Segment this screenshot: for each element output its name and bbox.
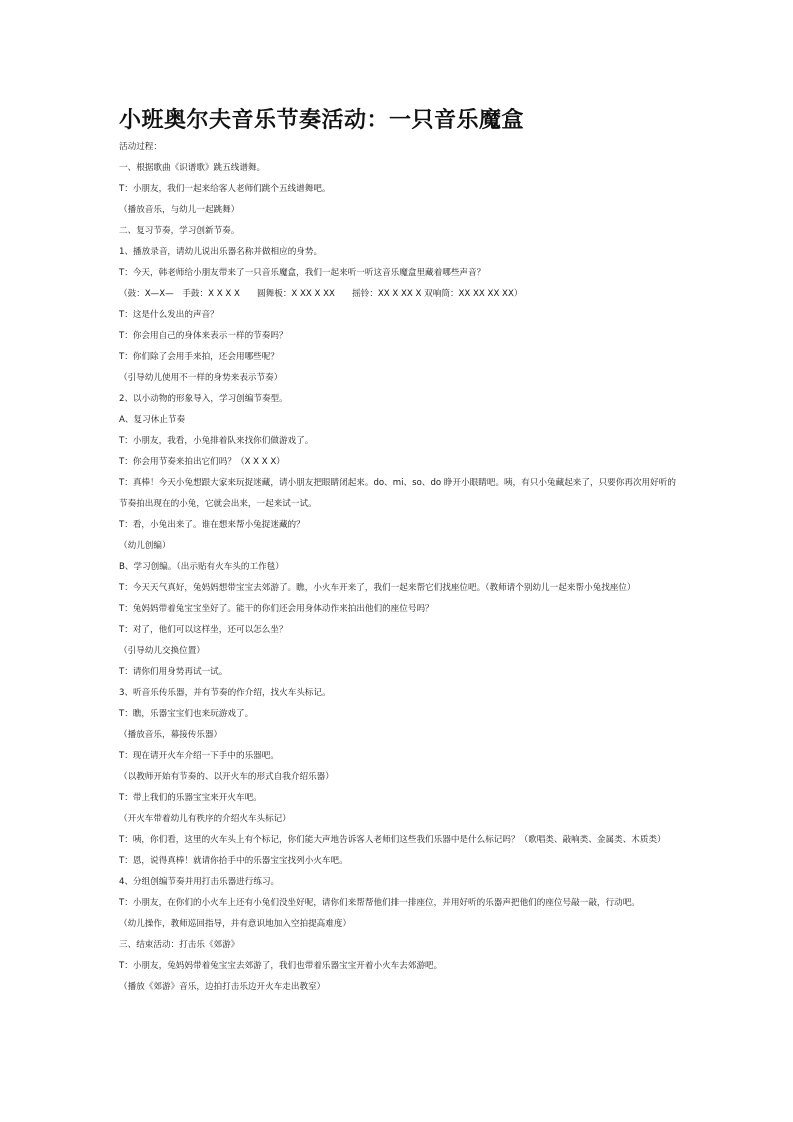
paragraph-line: （开火车带着幼儿有秩序的介绍火车头标记） [119,814,291,824]
paragraph-line: T：小朋友，我看，小兔排着队来找你们做游戏了。 [119,436,314,446]
paragraph-line: （以教师开始有节奏的、以开火车的形式自我介绍乐器） [119,772,334,782]
paragraph-line: 4、分组创编节奏并用打击乐器进行练习。 [119,877,280,887]
paragraph-line: T：小朋友，我们一起来给客人老师们跳个五线谱舞吧。 [119,184,331,194]
paragraph-line: A、复习休止节奏 [119,415,186,425]
paragraph-line: T：真棒！今天小兔想跟大家来玩捉迷藏，请小朋友把眼睛闭起来。do、mi、so、do 睁开小眼睛吧。咦，有只小兔藏起来了，只要你再次用好听的节奏拍出现在的小兔，它就会出来，一起来试一试。 [119,478,676,509]
paragraph-line: 2、以小动物的形象导入，学习创编节奏型。 [119,394,288,404]
paragraph-line: T：对了，他们可以这样坐，还可以怎么坐？ [119,625,288,635]
paragraph-line: （播放《郊游》音乐，边拍打击乐边开火车走出教室） [119,982,326,992]
document-title: 小班奥尔夫音乐节奏活动：一只音乐魔盒 [119,107,525,133]
paragraph-line: T：瞧，乐器宝宝们也来玩游戏了。 [119,709,254,719]
paragraph-line: T：现在请开火车介绍一下手中的乐器吧。 [119,751,279,761]
paragraph-line: （引导幼儿交换位置） [119,646,205,656]
paragraph-line: T：兔妈妈带着兔宝宝坐好了。能干的你们还会用身体动作来拍出他们的座位号吗？ [119,604,434,614]
paragraph-line: T：咦，你们看，这里的火车头上有个标记，你们能大声地告诉客人老师们这些我们乐器中是什么标记吗？（歌唱类、敲响类、金属类、木质类） [119,835,666,845]
paragraph-line: T：看，小兔出来了。谁在想来帮小兔捉迷藏的？ [119,520,305,530]
paragraph-line: T：你会用自己的身体来表示一样的节奏吗？ [119,331,288,341]
paragraph-line: T：今天天气真好，兔妈妈想带宝宝去郊游了。瞧，小火车开来了，我们一起来帮它们找座位吧。（教师请个别幼儿一起来帮小兔找座位） [119,583,636,593]
paragraph-line: T：今天，韩老师给小朋友带来了一只音乐魔盒，我们一起来听一听这音乐魔盒里藏着哪些声音？ [119,268,486,278]
paragraph-line: T：小朋友，兔妈妈带着兔宝宝去郊游了，我们也带着乐器宝宝开着小火车去郊游吧。 [119,961,443,971]
paragraph-line: T：你会用节奏来拍出它们吗？（X X X X） [119,457,285,467]
paragraph-line: 二、复习节奏，学习创新节奏。 [119,226,240,236]
paragraph-line: （引导幼儿使用不一样的身势来表示节奏） [119,373,283,383]
paragraph-line: 1、播放录音，请幼儿说出乐器名称并做相应的身势。 [119,247,323,257]
paragraph-line: 活动过程： [119,142,162,152]
paragraph-line: （播放音乐，与幼儿一起跳舞） [119,205,240,215]
paragraph-line: 一、根据歌曲《识谱歌》跳五线谱舞。 [119,163,266,173]
document-body [119,140,679,1001]
paragraph-line: T：恩，说得真棒！就请你拾手中的乐器宝宝找列小火车吧。 [119,856,348,866]
paragraph-line: T：请你们用身势再试一试。 [119,667,228,677]
paragraph-line: （播放音乐，幕接传乐器） [119,730,223,740]
paragraph-line: （幼儿创编） [119,541,171,551]
paragraph-line: （幼儿操作，教师巡回指导，并有意识地加入空拍提高难度） [119,919,352,929]
paragraph-line: （鼓：X—X— 手鼓：X X X X 圆舞板：X XX X XX 摇铃：XX X XX X 双响筒：XX XX XX XX） [119,289,523,299]
paragraph-line: T：这是什么发出的声音？ [119,310,219,320]
paragraph-line: 3、听音乐传乐器，并有节奏的作介绍，找火车头标记。 [119,688,331,698]
paragraph-line: T：小朋友，在你们的小火车上还有小兔们没坐好呢，请你们来帮帮他们排一排座位，并用好听的乐器声把他们的座位号敲一敲，行动吧。 [119,898,640,908]
paragraph-line: B、学习创编。（出示贴有火车头的工作毯） [119,562,284,572]
paragraph-line: 三、结束活动：打击乐《郊游》 [119,940,240,950]
paragraph-line: T：带上我们的乐器宝宝来开火车吧。 [119,793,262,803]
paragraph-line: T：你们除了会用手来拍，还会用哪些呢？ [119,352,279,362]
